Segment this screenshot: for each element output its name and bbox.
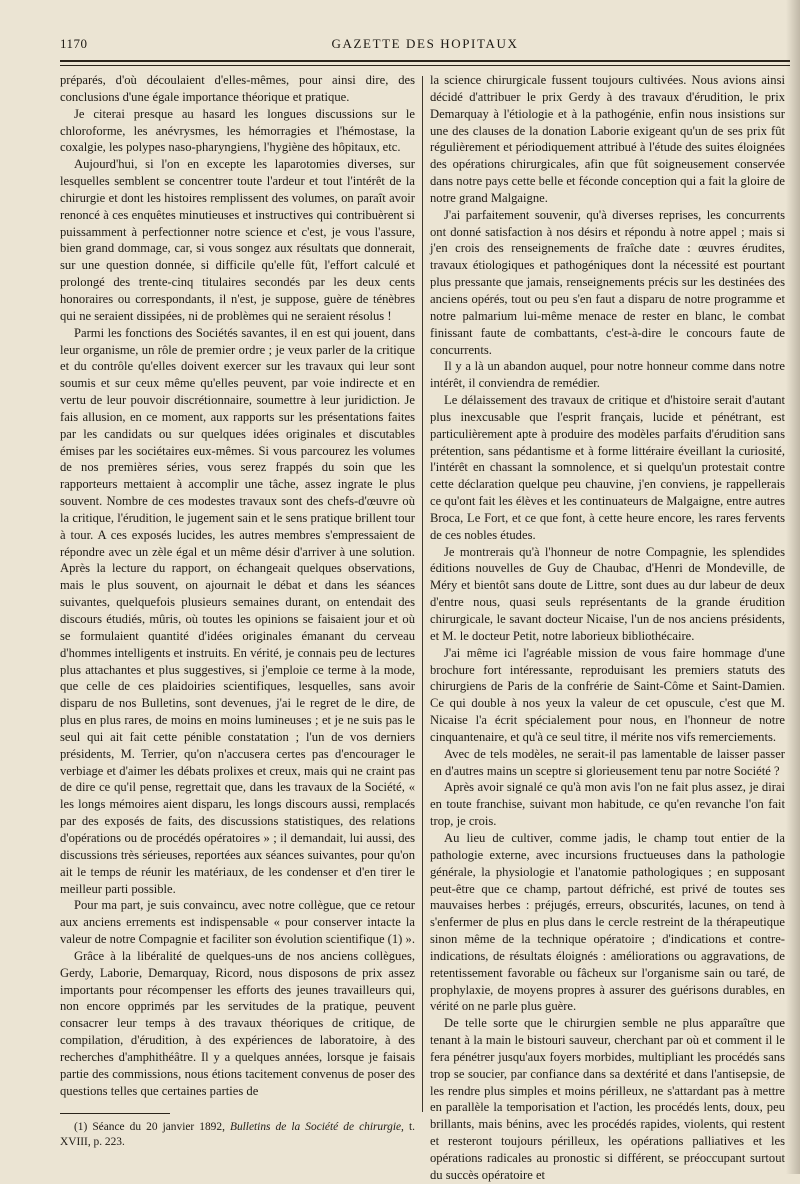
paragraph: Aujourd'hui, si l'on en excepte les laparotomies diverses, sur lesquelles semblent se concentrer toute l'ardeur et tout l'intérêt de la chirurgie et dont les histoires remplissent des volumes, on paraît avoir renoncé à ces enquêtes minutieuses et instructives qui contribuèrent si puissamment à perfectionner notre science et c'est, je vous l'assure, bien grand dommage, car, si vous songez aux résultats que donnerait, sur une question donnée, si difficile qu'elle fût, l'effort calculé et prolongé des trente-cinq titulaires secondés par les deux cents honoraires ou correspondants, il n'est, je suppose, guère de ténèbres qui ne seraient dissipées, ni de problèmes qui ne seraient résolus ! (60, 157, 415, 323)
paragraph: Avec de tels modèles, ne serait-il pas lamentable de laisser passer en d'autres mains un sceptre si glorieusement tenu par notre Société ? (430, 746, 785, 778)
paragraph: J'ai même ici l'agréable mission de vous faire hommage d'une brochure fort intéressante, reproduisant les premiers statuts des chirurgiens de Paris de la confrérie de Saint-Côme et Saint-Damien. Ce qui double à nos yeux la valeur de cet opuscule, c'est que M. Nicaise l'a écrit spécialement pour nous, en l'honneur de notre cinquantenaire, et qu'à ce seul titre, il mérite nos vifs remerciements. (430, 645, 785, 744)
footnote-rule (60, 1113, 170, 1114)
page-header (60, 36, 790, 58)
paragraph: préparés, d'où découlaient d'elles-mêmes, pour ainsi dire, des conclusions d'une égale importance théorique et pratique. (60, 73, 415, 104)
page-number: 1170 (60, 36, 88, 51)
page-edge-shadow (786, 0, 800, 1174)
paragraph: Grâce à la libéralité de quelques-uns de nos anciens collègues, Gerdy, Laborie, Demarquay, Ricord, nous disposons de prix assez importants pour récompenser les efforts des jeunes travailleurs qui, non encore opprimés par les servitudes de la pratique, peuvent consacrer leur temps à des travaux théoriques de critique, de compilation, d'érudition, à des expériences de laboratoire, à des recherches d'amphithéâtre. Il y a quelques années, lorsque je faisais partie des commissions, nous étions tacitement convenus de poser des questions telles que certaines parties de (60, 948, 415, 1098)
paragraph: De telle sorte que le chirurgien semble ne plus apparaître que tenant à la main le bistouri sauveur, cherchant par où et comment il le fera pénétrer jusqu'aux foyers morbides, multipliant les procédés sans trop se soucier, par confiance dans sa dextérité et dans l'antisepsie, de les rendre plus simples et moins périlleux, ne s'attardant pas à mettre en parallèle la temporisation et l'action, les procédés lents, doux, peu brillants, mais bénins, avec les procédés rapides, violents, qui restent et resteront toujours périlleux, les opérations palliatives et les opérations radicales au pronostic si différent, se préoccupant surtout du succès opératoire et (430, 1016, 785, 1182)
footnote-reference: t. XVIII, p. 223. (60, 1121, 415, 1149)
paragraph: Parmi les fonctions des Sociétés savantes, il en est qui jouent, dans leur organisme, un rôle de premier ordre ; je veux parler de la critique et du contrôle qu'elles doivent exercer sur les travaux qui leur sont soumis et sur ceux même qu'elles peuvent, par voie indirecte et en vertu de leur pouvoir discrétionnaire, soumettre à leur juridiction. Je fais allusion, en ce moment, aux rapports sur les présentations faites par les candidats ou sur quelques idées originales et discutables émises par les sociétaires eux-mêmes. Si vous parcourez les volumes de nos premières séries, vous serez frappés du soin que les rapporteurs mettaient à accomplir une tâche, assez ingrate le plus souvent. Nombre de ces modestes travaux sont des chefs-d'œuvre où la critique, l'érudition, le jugement sain et le sens pratique brillent tour à tour. A ces exposés lucides, les autres membres s'empressaient de répondre avec un zèle égal et un même désir d'arriver à une solution. Après la lecture du rapport, on échangeait quelques observations, mais le plus souvent, on ajournait le débat et dans les séances suivantes, quelquefois plusieurs semaines durant, on entendait des discours étudiés, mûris, où toutes les opinions se faisaient jour et où se formulaient quantité d'idées originales émanant du cerveau d'hommes intelligents et instruits. En vérité, je connais peu de lectures plus attachantes et plus suggestives, si j'emploie ce terme à la mode, que celle de ces plaidoiries scientifiques, lesquelles, sans avoir disparu de nos Bulletins, sont devenues, j'ai le regret de le dire, de plus en plus rares, de moins en moins lumineuses ; et je ne suis pas le seul qui ait fait cette pénible constatation ; l'un de vos derniers présidents, M. Terrier, qu'on n'accusera certes pas d'encourager le verbiage et d'aimer les débats prolixes et creux, mais qui ne craint pas de dire ce qu'il pense, regrettait que, dans les travaux de la Société, « les longs mémoires aient disparu, les longs discours aussi, remplacés par des exposés de faits, des discussions statistiques, des relations d'opérations ou de procédés opératoires » ; il demandait, lui aussi, des discussions très sérieuses, reportées aux séances suivantes, pour qu'on ait le temps de réunir les matériaux, de les condenser et d'en tirer le meilleur parti possible. (60, 325, 415, 896)
left-column (60, 72, 415, 1149)
paragraph: Je citerai presque au hasard les longues discussions sur le chloroforme, les anévrysmes, les hémorragies et l'hémostase, la coxalgie, les polypes naso-pharyngiens, l'hygiène des hôpitaux, etc. (60, 106, 415, 155)
paragraph: Au lieu de cultiver, comme jadis, le champ tout entier de la pathologie externe, avec incursions fructueuses dans la pathologie générale, la physiologie et l'anatomie pathologiques ; en supposant peut-être que ce champ, partout défriché, est privé de toutes ses mauvaises herbes : préjugés, erreurs, obscurités, lacunes, on tend à s'enfermer de plus en plus dans le cercle restreint de la thérapeutique sinon même de la technique opératoire ; d'indications et contre-indications, de résultats éloignés : améliorations ou aggravations, de retentissement favorable ou fâcheux sur l'organisme sain ou taré, de prophylaxie, de moyens propres à assurer des guérisons durables, en vérité on ne parle plus guère. (430, 830, 785, 1014)
article-body (60, 72, 790, 1182)
column-divider (422, 76, 423, 1112)
paragraph: Je montrerais qu'à l'honneur de notre Compagnie, les splendides éditions nouvelles de Guy de Chaubac, d'Henri de Mondeville, de Méry et bientôt sans doute de Littre, sont dues au dur labeur de deux d'entre nous, quasi seuls représentants de la grande érudition chirurgicale, le savant docteur Nicaise, l'un de nos anciens présidents, et M. le docteur Petit, notre laborieux bibliothécaire. (430, 544, 785, 643)
paragraph: J'ai parfaitement souvenir, qu'à diverses reprises, les concurrents ont donné satisfaction à nos désirs et répondu à notre appel ; mais si j'en crois des renseignements de fraîche date : œuvres érudites, travaux étiologiques et pathogéniques dont la nécessité est pourtant plus pressante que jamais, renseignements précis sur les destinées des anciens opérés, tout ou peu s'en faut a disparu de notre programme et notre palmarium lui-même menace de rester en blanc, le combat finissant faute de combattants, c'est-à-dire le concours faute de concurrents. (430, 207, 785, 357)
paragraph: Le délaissement des travaux de critique et d'histoire serait d'autant plus inexcusable que l'esprit français, lucide et pénétrant, est particulièrement apte à produire des modèles parfaits d'érudition sans prétention, sans pédantisme et à forme littéraire éveillant la curiosité, l'intérêt en chassant la somnolence, et si quelqu'un protestait contre cette déclaration quelque peu chauvine, j'en conviens, je rappellerais ce qu'ont fait les élèves et les continuateurs de Malgaigne, entre autres Broca, Le Fort, et ce que font, à cette heure encore, les rares fervents de ces nobles études. (430, 393, 785, 542)
footnote (60, 1120, 415, 1150)
paragraph: Il y a là un abandon auquel, pour notre honneur comme dans notre intérêt, il conviendra de remédier. (430, 359, 785, 391)
paragraph: Pour ma part, je suis convaincu, avec notre collègue, que ce retour aux anciens errements est indispensable « pour conserver intacte la valeur de notre Compagnie et faciliter son évolution scientifique (1) ». (60, 898, 415, 947)
right-column (430, 72, 785, 1182)
header-rule (60, 60, 790, 66)
footnote-citation: Bulletins de la Société de chirurgie, (229, 1121, 404, 1134)
paragraph: Après avoir signalé ce qu'à mon avis l'on ne fait plus assez, je dirai en toute franchise, suivant mon habitude, ce qu'en revanche l'on fait trop, je crois. (430, 780, 785, 829)
paragraph: la science chirurgicale fussent toujours cultivées. Nous avions ainsi décidé d'attribuer le prix Gerdy à des travaux d'érudition, le prix Demarquay à l'étiologie et à la pathogénie, enfin nous insistions sur une des clauses de la donation Laborie exigeant qu'un de ses prix fût régulièrement et périodiquement attribué à l'étude des suites éloignées des opérations chirurgicales, afin que fût soigneusement conservée dans notre pays cette belle et féconde conception qui a fait la gloire de notre grand Malgaigne. (430, 73, 785, 205)
footnote-text: (1) Séance du 20 janvier 1892, (74, 1121, 230, 1134)
running-title: GAZETTE DES HOPITAUX (331, 36, 519, 51)
